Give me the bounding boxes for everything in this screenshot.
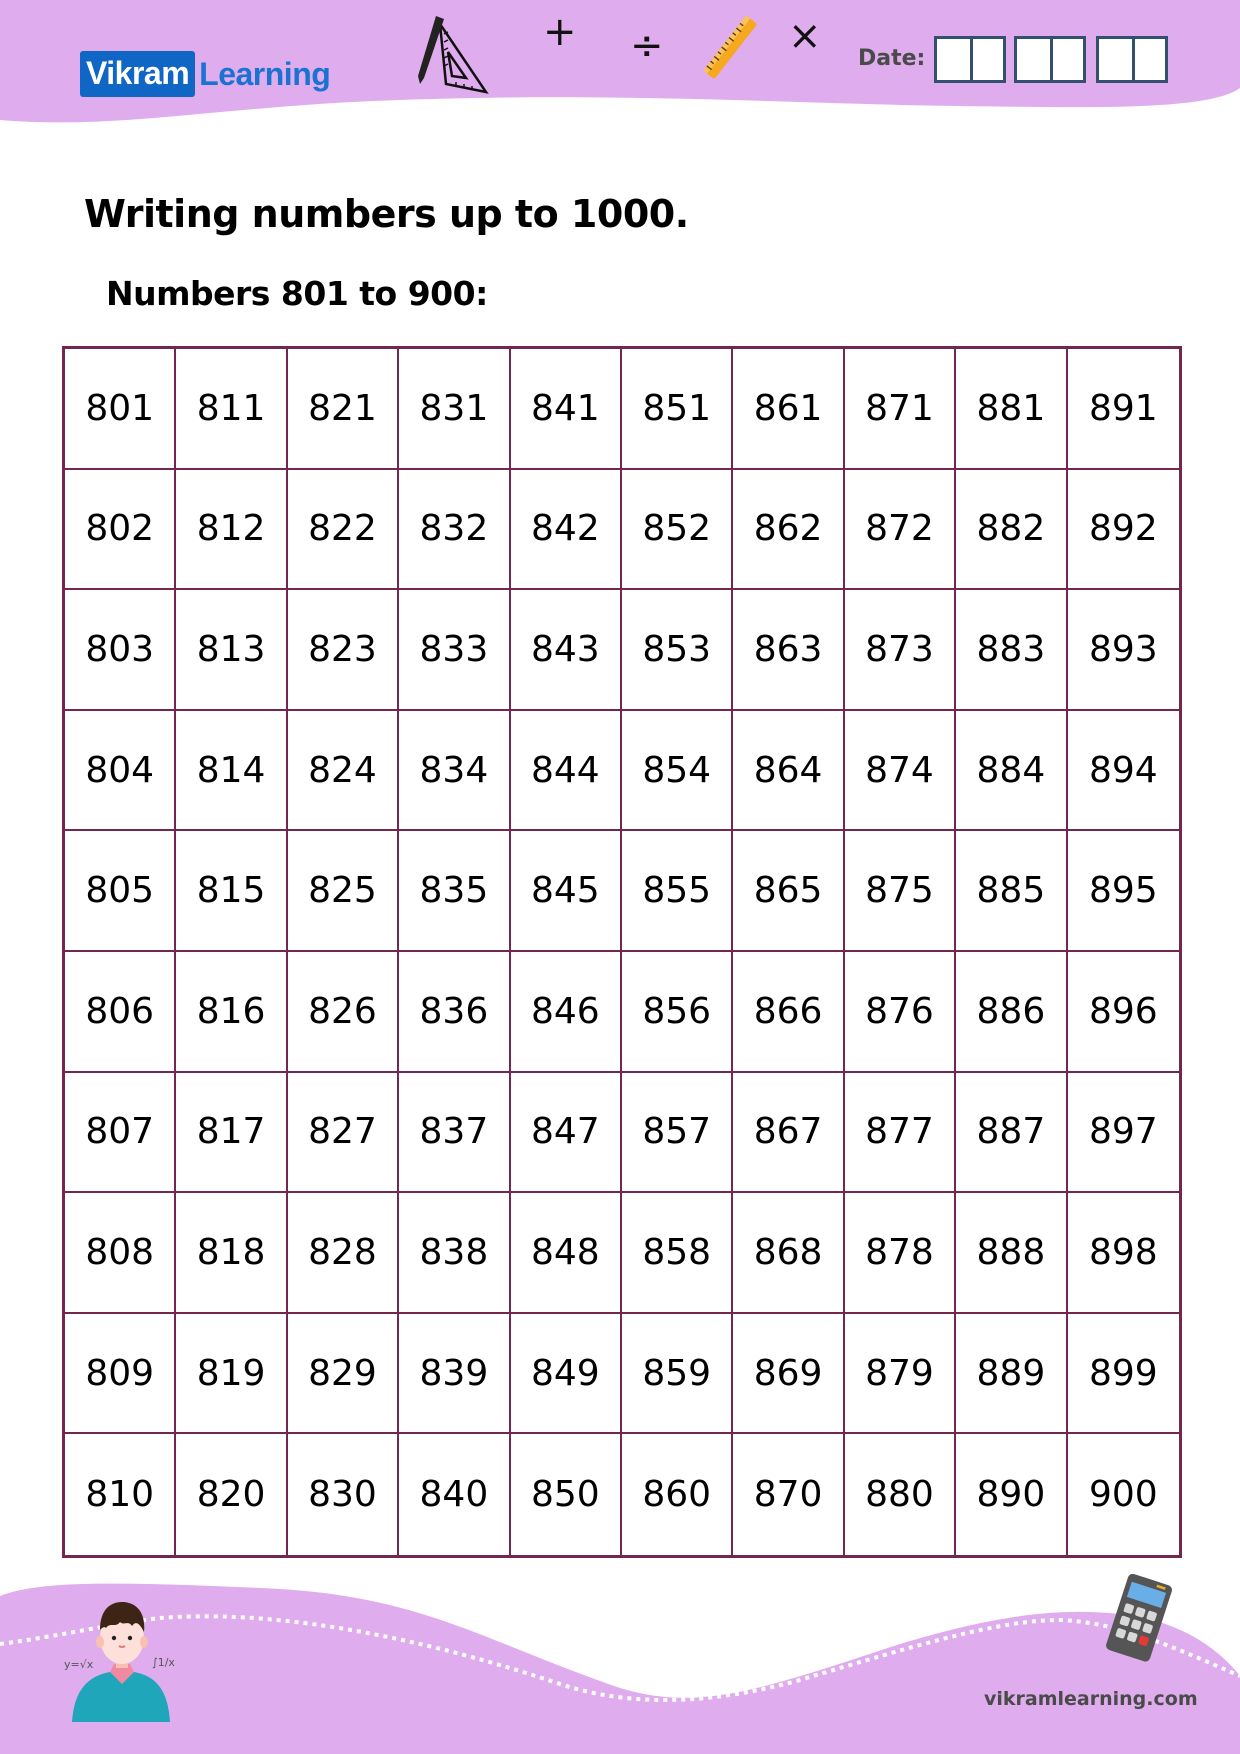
grid-cell: 803	[65, 590, 176, 711]
grid-cell: 876	[845, 952, 956, 1073]
grid-cell: 889	[956, 1314, 1067, 1435]
grid-cell: 899	[1068, 1314, 1179, 1435]
grid-cell: 824	[288, 711, 399, 832]
grid-cell: 896	[1068, 952, 1179, 1073]
grid-cell: 884	[956, 711, 1067, 832]
ruler-icon	[700, 16, 762, 80]
grid-cell: 873	[845, 590, 956, 711]
logo-learning: Learning	[199, 56, 331, 92]
date-month-field[interactable]	[1014, 36, 1086, 83]
grid-cell: 831	[399, 349, 510, 470]
grid-cell: 864	[733, 711, 844, 832]
grid-cell: 842	[511, 470, 622, 591]
grid-cell: 893	[1068, 590, 1179, 711]
grid-cell: 828	[288, 1193, 399, 1314]
grid-cell: 827	[288, 1073, 399, 1194]
grid-cell: 834	[399, 711, 510, 832]
grid-cell: 821	[288, 349, 399, 470]
grid-cell: 852	[622, 470, 733, 591]
grid-cell: 860	[622, 1434, 733, 1555]
grid-cell: 832	[399, 470, 510, 591]
multiply-icon: ×	[788, 13, 822, 59]
grid-cell: 858	[622, 1193, 733, 1314]
grid-cell: 890	[956, 1434, 1067, 1555]
grid-cell: 850	[511, 1434, 622, 1555]
grid-cell: 817	[176, 1073, 287, 1194]
grid-cell: 877	[845, 1073, 956, 1194]
grid-cell: 807	[65, 1073, 176, 1194]
footer-banner	[0, 1580, 1240, 1754]
section-subtitle: Numbers 801 to 900:	[106, 274, 488, 313]
grid-cell: 867	[733, 1073, 844, 1194]
grid-cell: 897	[1068, 1073, 1179, 1194]
date-day-field[interactable]	[934, 36, 1006, 83]
grid-cell: 859	[622, 1314, 733, 1435]
grid-cell: 835	[399, 831, 510, 952]
grid-cell: 892	[1068, 470, 1179, 591]
grid-cell: 811	[176, 349, 287, 470]
grid-cell: 878	[845, 1193, 956, 1314]
grid-cell: 851	[622, 349, 733, 470]
grid-cell: 847	[511, 1073, 622, 1194]
grid-cell: 805	[65, 831, 176, 952]
date-digit-box[interactable]	[1132, 39, 1165, 80]
grid-cell: 900	[1068, 1434, 1179, 1555]
grid-cell: 848	[511, 1193, 622, 1314]
grid-cell: 818	[176, 1193, 287, 1314]
grid-cell: 857	[622, 1073, 733, 1194]
grid-cell: 870	[733, 1434, 844, 1555]
grid-cell: 822	[288, 470, 399, 591]
date-digit-box[interactable]	[970, 39, 1003, 80]
divide-icon: ÷	[630, 23, 664, 69]
grid-cell: 830	[288, 1434, 399, 1555]
grid-cell: 846	[511, 952, 622, 1073]
grid-cell: 815	[176, 831, 287, 952]
grid-cell: 819	[176, 1314, 287, 1435]
grid-cell: 844	[511, 711, 622, 832]
grid-cell: 825	[288, 831, 399, 952]
grid-cell: 813	[176, 590, 287, 711]
plus-icon: +	[543, 9, 577, 55]
grid-cell: 804	[65, 711, 176, 832]
grid-cell: 885	[956, 831, 1067, 952]
grid-cell: 883	[956, 590, 1067, 711]
grid-cell: 826	[288, 952, 399, 1073]
grid-cell: 843	[511, 590, 622, 711]
svg-text:∫1/x: ∫1/x	[152, 1656, 175, 1669]
student-boy-icon	[60, 1600, 180, 1722]
grid-cell: 855	[622, 831, 733, 952]
grid-cell: 862	[733, 470, 844, 591]
grid-cell: 833	[399, 590, 510, 711]
grid-cell: 868	[733, 1193, 844, 1314]
grid-cell: 816	[176, 952, 287, 1073]
date-digit-box[interactable]	[1099, 39, 1132, 80]
grid-cell: 814	[176, 711, 287, 832]
grid-cell: 861	[733, 349, 844, 470]
grid-cell: 839	[399, 1314, 510, 1435]
grid-cell: 863	[733, 590, 844, 711]
pencil-triangle-ruler-icon	[414, 12, 490, 96]
logo-vikram: Vikram	[80, 51, 195, 97]
grid-cell: 888	[956, 1193, 1067, 1314]
grid-cell: 874	[845, 711, 956, 832]
website-url: vikramlearning.com	[984, 1688, 1198, 1710]
grid-cell: 854	[622, 711, 733, 832]
grid-cell: 837	[399, 1073, 510, 1194]
grid-cell: 881	[956, 349, 1067, 470]
grid-cell: 823	[288, 590, 399, 711]
grid-cell: 880	[845, 1434, 956, 1555]
grid-cell: 865	[733, 831, 844, 952]
date-digit-box[interactable]	[937, 39, 970, 80]
grid-cell: 898	[1068, 1193, 1179, 1314]
grid-cell: 801	[65, 349, 176, 470]
grid-cell: 853	[622, 590, 733, 711]
grid-cell: 802	[65, 470, 176, 591]
grid-cell: 887	[956, 1073, 1067, 1194]
grid-cell: 891	[1068, 349, 1179, 470]
logo	[80, 50, 330, 98]
grid-cell: 820	[176, 1434, 287, 1555]
grid-cell: 838	[399, 1193, 510, 1314]
grid-cell: 836	[399, 952, 510, 1073]
grid-cell: 871	[845, 349, 956, 470]
grid-cell: 875	[845, 831, 956, 952]
number-grid	[62, 346, 1182, 1558]
grid-cell: 812	[176, 470, 287, 591]
date-label: Date:	[858, 46, 926, 71]
grid-cell: 895	[1068, 831, 1179, 952]
date-digit-box[interactable]	[1017, 39, 1050, 80]
page-title: Writing numbers up to 1000.	[84, 192, 689, 236]
grid-cell: 886	[956, 952, 1067, 1073]
svg-text:y=√x: y=√x	[64, 1658, 94, 1671]
grid-cell: 856	[622, 952, 733, 1073]
grid-cell: 894	[1068, 711, 1179, 832]
grid-cell: 869	[733, 1314, 844, 1435]
grid-cell: 840	[399, 1434, 510, 1555]
grid-cell: 845	[511, 831, 622, 952]
grid-cell: 806	[65, 952, 176, 1073]
grid-cell: 841	[511, 349, 622, 470]
date-digit-box[interactable]	[1050, 39, 1083, 80]
grid-cell: 866	[733, 952, 844, 1073]
grid-cell: 882	[956, 470, 1067, 591]
grid-cell: 879	[845, 1314, 956, 1435]
grid-cell: 829	[288, 1314, 399, 1435]
grid-cell: 808	[65, 1193, 176, 1314]
calculator-icon	[1104, 1574, 1176, 1662]
grid-cell: 872	[845, 470, 956, 591]
grid-cell: 809	[65, 1314, 176, 1435]
date-year-field[interactable]	[1096, 36, 1168, 83]
grid-cell: 849	[511, 1314, 622, 1435]
grid-cell: 810	[65, 1434, 176, 1555]
